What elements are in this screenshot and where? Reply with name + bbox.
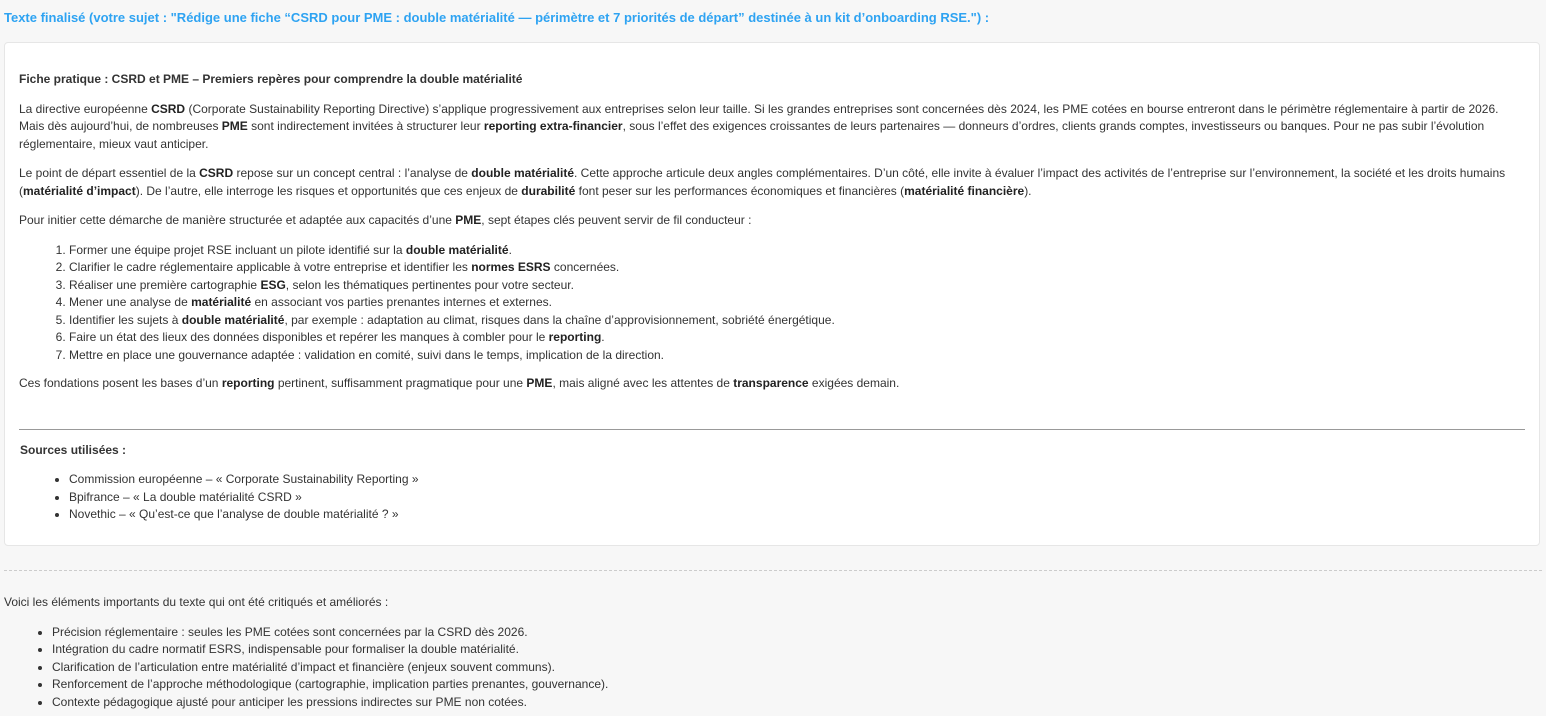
source-item: • Novethic – « Qu’est-ce que l’analyse de double matérialité ? »: [69, 506, 1525, 524]
content-card: [4, 42, 1540, 546]
source-item: • Commission européenne – « Corporate Sustainability Reporting »: [69, 471, 1525, 489]
emphasis-text: matérialité: [191, 295, 252, 309]
steps-list: [19, 242, 1525, 365]
emphasis-text: double matérialité: [471, 166, 574, 180]
dashed-divider: [4, 570, 1542, 571]
critique-item: • Renforcement de l’approche méthodologique (cartographie, implication parties prenantes, gouvernance).: [52, 676, 1534, 694]
step-item: 1. Former une équipe projet RSE incluant un pilote identifié sur la double matérialité.: [69, 242, 1525, 260]
critique-item: • Contexte pédagogique ajusté pour anticiper les pressions indirectes sur PME non cotées.: [52, 694, 1534, 712]
emphasis-text: ESG: [260, 277, 286, 292]
page-heading: Texte finalisé (votre sujet : "Rédige une fiche “CSRD pour PME : double matérialité — périmètre et 7 priorités de départ” destinée à un kit d’onboarding RSE.") :: [4, 10, 990, 25]
emphasis-text: PME: [455, 213, 482, 227]
sheet-title: Fiche pratique : CSRD et PME – Premiers repères pour comprendre la double matérialité: [19, 72, 523, 86]
source-item: • Bpifrance – « La double matérialité CSRD »: [69, 489, 1525, 507]
step-item: 4. Mener une analyse de matérialité en associant vos parties prenantes internes et externes.: [69, 294, 1525, 312]
sources-title: Sources utilisées :: [20, 442, 127, 457]
step-item: 6. Faire un état des lieux des données disponibles et repérer les manques à combler pour le reporting.: [69, 329, 1525, 347]
sources-list: [19, 471, 1525, 524]
emphasis-text: normes ESRS: [471, 260, 551, 274]
critique-intro: Voici les éléments importants du texte qui ont été critiqués et améliorés :: [4, 595, 389, 609]
emphasis-text: reporting extra-financier: [483, 119, 623, 133]
critique-section: [4, 594, 1534, 711]
emphasis-text: PME: [221, 119, 248, 133]
emphasis-text: reporting: [548, 330, 602, 344]
emphasis-text: double matérialité: [405, 242, 509, 257]
step-item: 3. Réaliser une première cartographie ESG, selon les thématiques pertinentes pour votre secteur.: [69, 277, 1525, 295]
critique-item: • Précision réglementaire : seules les PME cotées sont concernées par la CSRD dès 2026.: [52, 624, 1534, 642]
emphasis-text: PME: [526, 376, 553, 390]
critique-list: [4, 624, 1534, 712]
step-item: 7. Mettre en place une gouvernance adaptée : validation en comité, suivi dans le temps, implication de la direction.: [69, 347, 1525, 365]
emphasis-text: matérialité d’impact: [23, 183, 136, 198]
critique-item: • Clarification de l’articulation entre matérialité d’impact et financière (enjeux souvent communs).: [52, 659, 1534, 677]
critique-item: • Intégration du cadre normatif ESRS, indispensable pour formaliser la double matérialité.: [52, 641, 1534, 659]
emphasis-text: CSRD: [199, 166, 234, 180]
emphasis-text: matérialité financière: [904, 183, 1025, 198]
emphasis-text: double matérialité: [181, 312, 285, 327]
step-item: 2. Clarifier le cadre réglementaire applicable à votre entreprise et identifier les normes ESRS concernées.: [69, 259, 1525, 277]
emphasis-text: durabilité: [521, 183, 576, 198]
conclusion-paragraph: Ces fondations posent les bases d’un reporting pertinent, suffisamment pragmatique pour une PME, mais aligné avec les attentes de transparence exigées demain.: [19, 376, 900, 390]
concept-paragraph: Le point de départ essentiel de la CSRD repose sur un concept central : l’analyse de double matérialité. Cette approche articule deux angles complémentaires. D’un côté, elle invite à évaluer l’impact des activités de l’entreprise sur l’environnement, la société et les droits humains (matérialité d’impact). De l’autre, elle interroge les risques et opportunités que ces enjeux de durabilité font peser sur les performances économiques et financières (matérialité financière).: [19, 166, 1506, 198]
emphasis-text: CSRD: [151, 101, 186, 116]
section-divider: [19, 429, 1525, 430]
step-item: 5. Identifier les sujets à double matérialité, par exemple : adaptation au climat, risques dans la chaîne d’approvisionnement, sobriété énergétique.: [69, 312, 1525, 330]
emphasis-text: reporting: [221, 376, 275, 390]
intro-paragraph: La directive européenne CSRD (Corporate Sustainability Reporting Directive) s’applique progressivement aux entreprises selon leur taille. Si les grandes entreprises sont concernées dès 2024, les PME cotées en bourse entreront dans le périmètre réglementaire à partir de 2026. Mais dès aujourd’hui, de nombreuses PME sont indirectement invitées à structurer leur reporting extra-financier, sous l’effet des exigences croissantes de leurs partenaires — donneurs d’ordres, clients grands comptes, investisseurs ou banques. Pour ne pas subir l’évolution réglementaire, mieux vaut anticiper.: [19, 101, 1499, 151]
emphasis-text: transparence: [733, 376, 809, 390]
steps-intro-paragraph: Pour initier cette démarche de manière structurée et adaptée aux capacités d’une PME, sept étapes clés peuvent servir de fil conducteur :: [19, 213, 752, 227]
